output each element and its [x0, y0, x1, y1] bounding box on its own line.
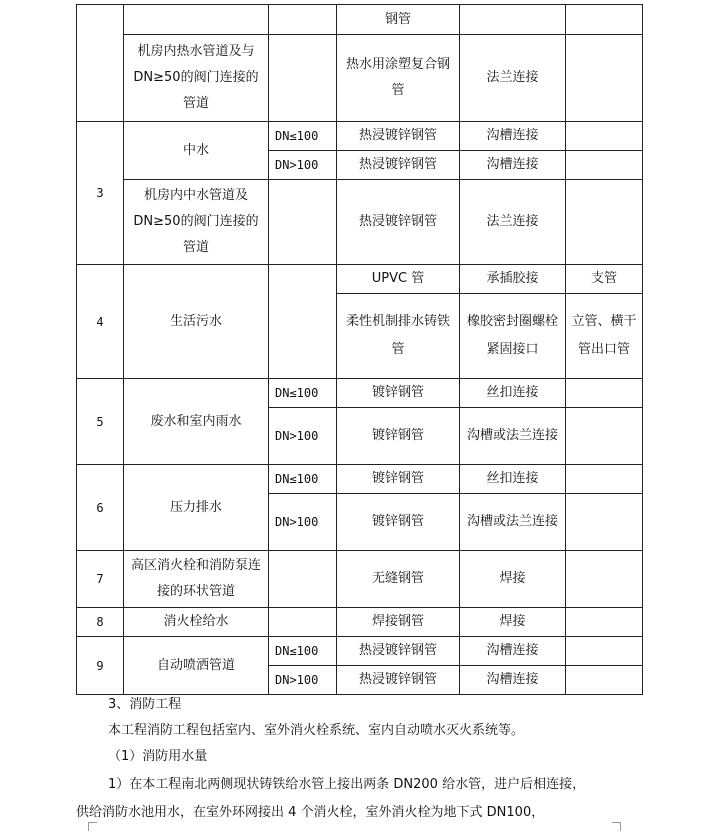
table-cell: 机房内热水管道及与DN≥50的阀门连接的管道 — [124, 35, 269, 122]
table-cell: DN≤100 — [269, 637, 337, 666]
table-cell: DN>100 — [269, 408, 337, 465]
table-cell — [269, 180, 337, 265]
table-cell — [566, 465, 643, 494]
table-cell: 中水 — [124, 122, 269, 180]
table-row — [77, 608, 643, 637]
table-cell — [566, 5, 643, 35]
row-number: 9 — [77, 637, 124, 695]
section-heading: 3、消防工程 — [108, 697, 182, 712]
table-cell: 承插胶接 — [460, 265, 566, 294]
table-cell: 热浸镀锌钢管 — [337, 122, 460, 151]
table-row — [77, 5, 643, 35]
table-cell: 沟槽连接 — [460, 151, 566, 180]
table-cell: UPVC 管 — [337, 265, 460, 294]
table-cell — [269, 608, 337, 637]
table-cell: 镀锌钢管 — [337, 379, 460, 408]
table-row — [77, 465, 643, 494]
table-cell — [269, 5, 337, 35]
table-cell — [566, 35, 643, 122]
table-cell: 镀锌钢管 — [337, 494, 460, 551]
table-cell: 柔性机制排水铸铁管 — [337, 294, 460, 379]
table-cell: 沟槽连接 — [460, 666, 566, 695]
table-cell — [566, 122, 643, 151]
table-cell — [566, 637, 643, 666]
row-number: 8 — [77, 608, 124, 637]
table-cell: 生活污水 — [124, 265, 269, 379]
table-cell — [566, 666, 643, 695]
table-cell: 法兰连接 — [460, 180, 566, 265]
table-cell: 高区消火栓和消防泵连接的环状管道 — [124, 551, 269, 608]
table-cell: 焊接 — [460, 551, 566, 608]
table-cell: 压力排水 — [124, 465, 269, 551]
table-cell: 法兰连接 — [460, 35, 566, 122]
table-cell — [566, 551, 643, 608]
table-cell — [566, 408, 643, 465]
table-cell: 焊接钢管 — [337, 608, 460, 637]
table-cell: 橡胶密封圈螺栓紧固接口 — [460, 294, 566, 379]
body-paragraph: 供给消防水池用水，在室外环网接出 4 个消火栓，室外消火栓为地下式 DN100， — [76, 805, 545, 820]
table-cell: 沟槽连接 — [460, 122, 566, 151]
table-cell — [566, 494, 643, 551]
table-cell — [566, 180, 643, 265]
row-number: 5 — [77, 379, 124, 465]
table-cell — [124, 5, 269, 35]
table-cell: DN>100 — [269, 666, 337, 695]
table-cell: 热水用涂塑复合钢管 — [337, 35, 460, 122]
table-cell: 热浸镀锌钢管 — [337, 666, 460, 695]
table-cell: 热浸镀锌钢管 — [337, 151, 460, 180]
row-number: 4 — [77, 265, 124, 379]
margin-mark — [612, 822, 621, 831]
table-cell — [460, 5, 566, 35]
table-row — [77, 379, 643, 408]
row-number: 3 — [77, 122, 124, 265]
table-cell: 热浸镀锌钢管 — [337, 180, 460, 265]
table-row — [77, 180, 643, 265]
subsection-heading: （1）消防用水量 — [108, 749, 208, 764]
table-cell — [566, 608, 643, 637]
table-cell: DN>100 — [269, 494, 337, 551]
table-cell: 无缝钢管 — [337, 551, 460, 608]
table-cell: 消火栓给水 — [124, 608, 269, 637]
table-row — [77, 35, 643, 122]
table-row — [77, 122, 643, 151]
body-paragraph: 1）在本工程南北两侧现状铸铁给水管上接出两条 DN200 给水管，进户后相连接， — [108, 777, 586, 792]
table-cell: 钢管 — [337, 5, 460, 35]
row-number: 6 — [77, 465, 124, 551]
table-cell — [269, 35, 337, 122]
table-cell: DN>100 — [269, 151, 337, 180]
pipe-material-table — [76, 4, 643, 695]
table-cell — [269, 265, 337, 379]
table-row — [77, 265, 643, 294]
table-cell: 丝扣连接 — [460, 379, 566, 408]
table-cell: 焊接 — [460, 608, 566, 637]
table-cell: DN≤100 — [269, 465, 337, 494]
table-cell: 沟槽或法兰连接 — [460, 494, 566, 551]
table-cell: 机房内中水管道及DN≥50的阀门连接的管道 — [124, 180, 269, 265]
table-cell: 沟槽连接 — [460, 637, 566, 666]
margin-mark — [88, 822, 97, 831]
table-cell: 镀锌钢管 — [337, 408, 460, 465]
table-cell: 丝扣连接 — [460, 465, 566, 494]
table-cell: 热浸镀锌钢管 — [337, 637, 460, 666]
table-cell: 立管、横干管出口管 — [566, 294, 643, 379]
table-cell: 自动喷洒管道 — [124, 637, 269, 695]
table-cell: 支管 — [566, 265, 643, 294]
table-row — [77, 637, 643, 666]
table-cell — [269, 551, 337, 608]
table-cell — [77, 5, 124, 122]
body-paragraph: 本工程消防工程包括室内、室外消火栓系统、室内自动喷水灭火系统等。 — [108, 723, 525, 738]
table-cell: 废水和室内雨水 — [124, 379, 269, 465]
row-number: 7 — [77, 551, 124, 608]
table-row — [77, 551, 643, 608]
table-cell: 镀锌钢管 — [337, 465, 460, 494]
table-cell — [566, 151, 643, 180]
table-cell: 沟槽或法兰连接 — [460, 408, 566, 465]
table-cell: DN≤100 — [269, 379, 337, 408]
table-cell — [566, 379, 643, 408]
table-cell: DN≤100 — [269, 122, 337, 151]
